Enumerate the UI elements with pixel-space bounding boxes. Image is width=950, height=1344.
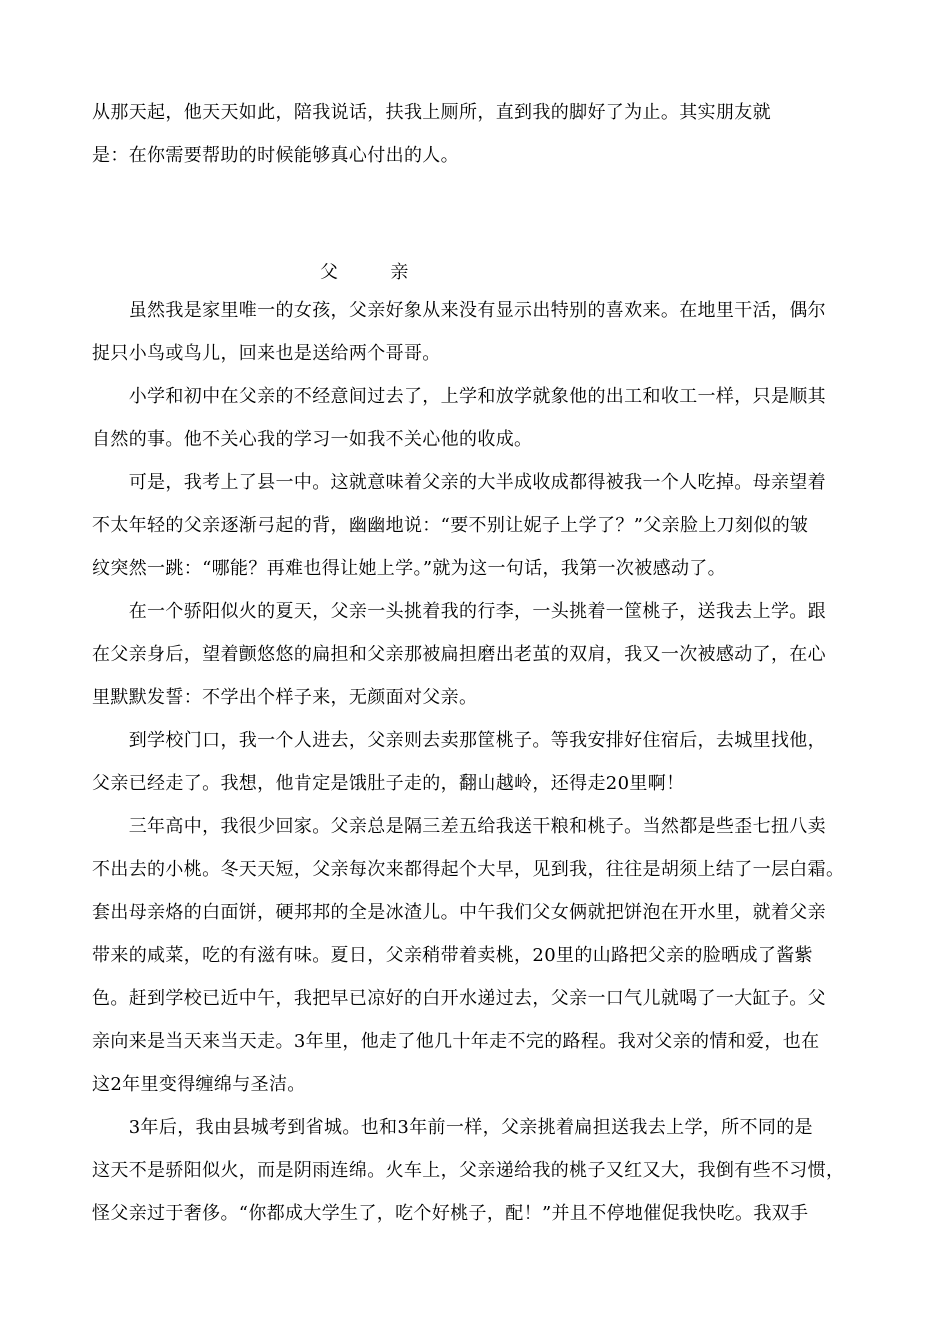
text-line: 自然的事。他不关心我的学习一如我不关心他的收成。	[92, 429, 533, 450]
text-line: 在一个骄阳似火的夏天，父亲一头挑着我的行李，一头挑着一筐桃子，送我去上学。跟	[92, 601, 826, 622]
text-line: 虽然我是家里唯一的女孩，父亲好象从来没有显示出特别的喜欢来。在地里干活，偶尔	[92, 300, 826, 321]
article-title	[320, 254, 409, 292]
text-line: 从那天起，他天天如此，陪我说话，扶我上厕所，直到我的脚好了为止。其实朋友就	[92, 102, 771, 123]
text-line: 色。赶到学校已近中午，我把早已凉好的白开水递过去，父亲一口气儿就喝了一大缸子。父	[92, 988, 826, 1009]
text-line: 小学和初中在父亲的不经意间过去了，上学和放学就象他的出工和收工一样，只是顺其	[92, 386, 826, 407]
title-char: 亲	[390, 262, 409, 283]
text-line: 亲向来是当天来当天走。3年里，他走了他几十年走不完的路程。我对父亲的情和爱，也在	[92, 1031, 820, 1052]
text-line: 可是，我考上了县一中。这就意味着父亲的大半成收成都得被我一个人吃掉。母亲望着	[92, 472, 826, 493]
text-line: 在父亲身后，望着颤悠悠的扁担和父亲那被扁担磨出老茧的双肩，我又一次被感动了，在心	[92, 644, 826, 665]
text-line: 纹突然一跳：“哪能？再难也得让她上学。”就为这一句话，我第一次被感动了。	[92, 558, 727, 579]
text-line: 里默默发誓：不学出个样子来，无颜面对父亲。	[92, 687, 478, 708]
text-line: 父亲已经走了。我想，他肯定是饿肚子走的，翻山越岭，还得走20里啊！	[92, 773, 685, 794]
text-line: 捉只小鸟或鸟儿，回来也是送给两个哥哥。	[92, 343, 441, 364]
text-line: 带来的咸菜，吃的有滋有味。夏日，父亲稍带着卖桃，20里的山路把父亲的脸晒成了酱紫	[92, 945, 813, 966]
text-line: 怪父亲过于奢侈。“你都成大学生了，吃个好桃子，配！”并且不停地催促我快吃。我双手	[92, 1203, 809, 1224]
text-line: 这2年里变得缠绵与圣洁。	[92, 1074, 306, 1095]
text-line: 3年后，我由县城考到省城。也和3年前一样，父亲挑着扁担送我去上学，所不同的是	[92, 1117, 813, 1138]
text-line: 这天不是骄阳似火，而是阴雨连绵。火车上，父亲递给我的桃子又红又大，我倒有些不习惯，	[92, 1160, 845, 1181]
text-line: 不出去的小桃。冬天天短，父亲每次来都得起个大早，见到我，往往是胡须上结了一层白霜。	[92, 859, 845, 880]
text-line: 到学校门口，我一个人进去，父亲则去卖那筐桃子。等我安排好住宿后，去城里找他，	[92, 730, 826, 751]
text-line: 三年高中，我很少回家。父亲总是隔三差五给我送干粮和桃子。当然都是些歪七扭八卖	[92, 816, 826, 837]
text-line: 不太年轻的父亲逐渐弓起的背，幽幽地说：“要不别让妮子上学了？”父亲脸上刀刻似的皱	[92, 515, 809, 536]
title-char: 父	[320, 262, 339, 283]
text-line: 套出母亲烙的白面饼，硬邦邦的全是冰渣儿。中午我们父女俩就把饼泡在开水里，就着父亲	[92, 902, 826, 923]
text-line: 是：在你需要帮助的时候能够真心付出的人。	[92, 145, 459, 166]
